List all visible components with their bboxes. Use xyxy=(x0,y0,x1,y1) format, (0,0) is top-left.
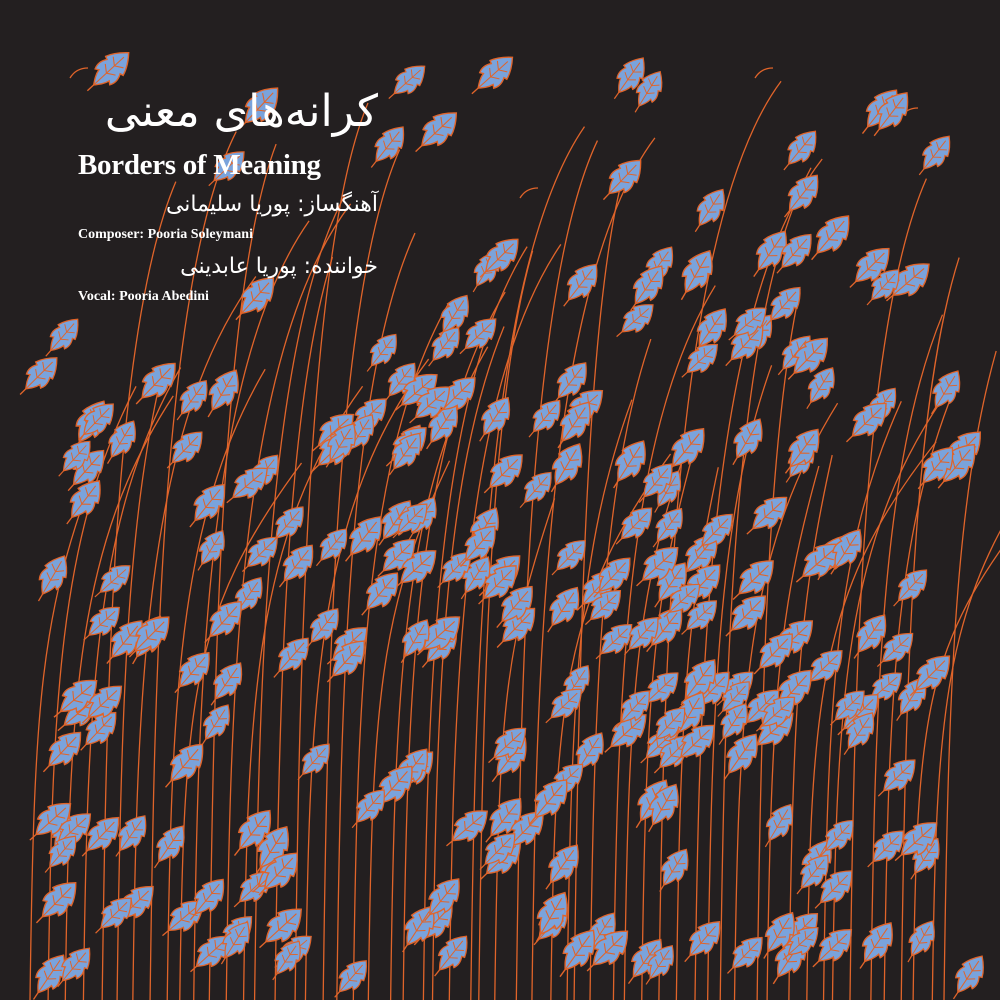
leaf-icon xyxy=(381,58,432,107)
leaf-icon xyxy=(166,645,218,701)
composer-english: Composer: Pooria Soleymani xyxy=(78,227,253,242)
leaf-icon xyxy=(850,916,902,976)
stem-line xyxy=(590,339,651,1000)
leaf-icon xyxy=(265,630,317,685)
leaf-icon xyxy=(270,538,322,595)
leaf-icon xyxy=(870,752,923,805)
leaf-icon xyxy=(189,525,232,576)
leaf-icon xyxy=(554,257,606,314)
wind-stroke xyxy=(755,68,773,78)
leaf-icon xyxy=(885,562,935,613)
wind-stroke xyxy=(520,188,538,198)
leaf-icon xyxy=(463,48,520,103)
leaf-icon xyxy=(12,349,66,403)
persian-title: کرانه‌های معنی xyxy=(104,86,378,137)
leaf-icon xyxy=(308,522,355,572)
english-title: Borders of Meaning xyxy=(78,149,321,181)
title-block xyxy=(78,84,378,306)
leaf-icon xyxy=(775,168,827,225)
leaf-icon xyxy=(898,915,942,967)
wind-stroke xyxy=(70,68,88,78)
leaf-icon xyxy=(544,533,593,583)
leaf-icon xyxy=(536,838,588,897)
stem-line xyxy=(932,446,1000,1000)
leaf-icon xyxy=(156,736,213,796)
leaf-icon xyxy=(944,949,992,1000)
leaf-icon xyxy=(756,799,801,853)
leaf-icon xyxy=(650,843,696,898)
leaf-icon xyxy=(476,446,531,501)
leaf-icon xyxy=(180,477,234,535)
leaf-icon xyxy=(838,394,895,451)
leaf-icon xyxy=(168,374,215,427)
leaf-icon xyxy=(594,152,649,208)
leaf-icon xyxy=(326,953,374,1000)
leaf-icon xyxy=(719,929,770,981)
leaf-icon xyxy=(738,488,795,543)
leaf-icon xyxy=(910,129,958,181)
leaf-icon xyxy=(28,550,75,607)
leaf-icon xyxy=(37,312,86,364)
leaf-icon xyxy=(775,124,824,177)
vocal-persian: خواننده: پوریا عابدینی xyxy=(180,254,378,279)
leaf-icon xyxy=(27,874,85,932)
leaf-icon xyxy=(686,183,733,238)
leaf-icon xyxy=(34,724,89,780)
leaf-icon xyxy=(470,391,519,448)
stem-line xyxy=(901,258,959,1000)
composer-persian: آهنگساز: پوریا سلیمانی xyxy=(165,192,378,217)
leaf-icon xyxy=(775,422,828,481)
leaf-icon xyxy=(159,424,210,476)
leaf-icon xyxy=(407,104,466,161)
vocal-english: Vocal: Pooria Abedini xyxy=(78,289,209,304)
